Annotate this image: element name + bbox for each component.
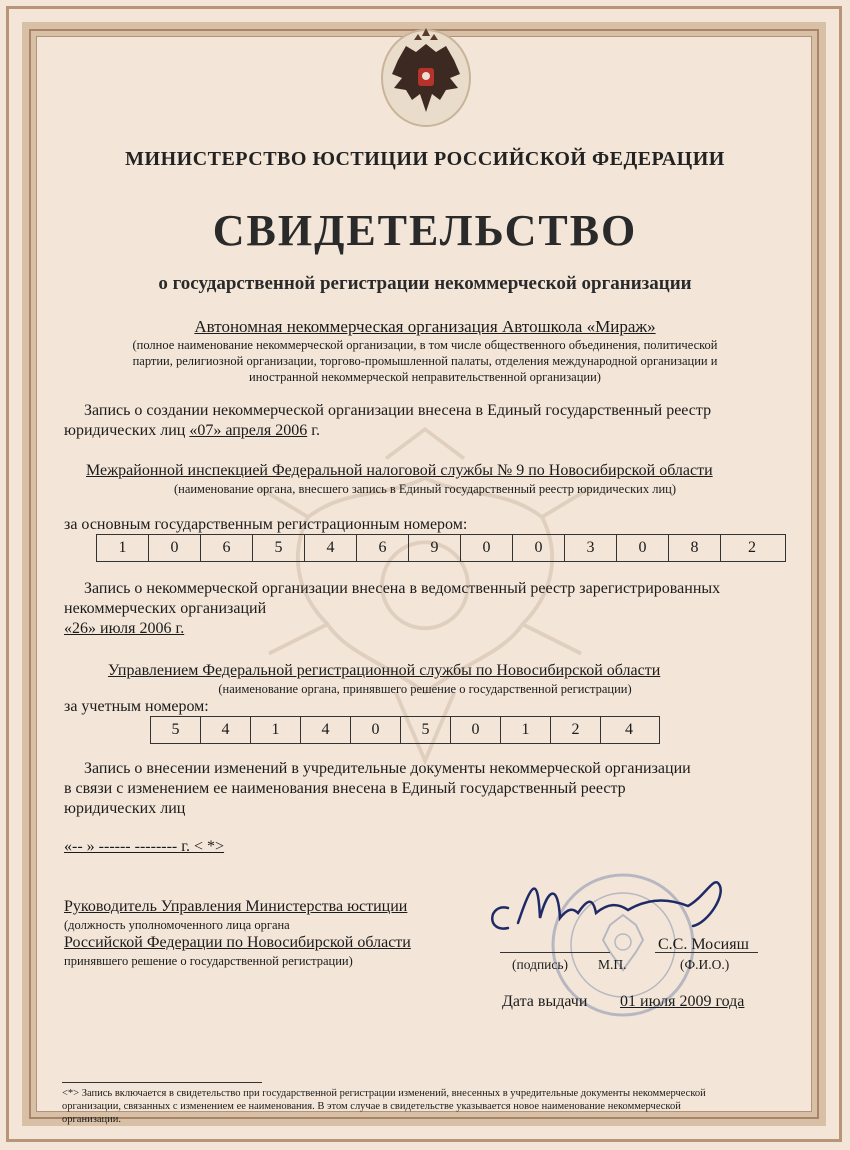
registry-date: «26» июля 2006 г. <box>64 620 185 637</box>
ogrn-digit: 1 <box>97 535 149 561</box>
document-title: СВИДЕТЕЛЬСТВО <box>212 206 638 255</box>
ogrn-digit: 3 <box>565 535 617 561</box>
footnote-line: <*> Запись включается в свидетельство при государственной регистрации изменений, внесенных в учредительные документы некоммерческой <box>62 1088 706 1099</box>
account-digit: 2 <box>551 717 601 743</box>
egrul-text-suffix: г. <box>307 422 320 439</box>
account-number-label: за учетным номером: <box>64 698 209 715</box>
ogrn-digit: 0 <box>513 535 565 561</box>
document-subtitle: о государственной регистрации некоммерческой организации <box>158 273 692 294</box>
egrul-text-prefix: юридических лиц <box>64 422 190 439</box>
ogrn-digit: 0 <box>617 535 669 561</box>
organization-note-line: партии, религиозной организации, торгово-промышленной палаты, отделения международной организации и <box>132 354 718 368</box>
account-digit: 0 <box>451 717 501 743</box>
signer-position-note2: принявшего решение о государственной регистрации) <box>64 954 353 968</box>
account-digit: 5 <box>151 717 201 743</box>
account-digit: 4 <box>301 717 351 743</box>
ogrn-digit: 4 <box>305 535 357 561</box>
changes-text-line1: Запись о внесении изменений в учредительные документы некоммерческой организации <box>84 760 691 777</box>
organization-note-line: (полное наименование некоммерческой организации, в том числе общественного объединения, политической <box>132 338 718 352</box>
ogrn-label: за основным государственным регистрационным номером: <box>64 516 468 533</box>
ogrn-digit: 9 <box>409 535 461 561</box>
account-digit: 4 <box>625 721 633 738</box>
footnote-divider <box>62 1082 262 1083</box>
ogrn-digit: 6 <box>201 535 253 561</box>
egrul-authority: Межрайонной инспекцией Федеральной налоговой службы № 9 по Новосибирской области <box>86 462 713 479</box>
ogrn-digit: 6 <box>357 535 409 561</box>
signer-name: С.С. Мосияш <box>658 936 749 953</box>
account-number-boxes <box>150 716 660 744</box>
registry-text-line1: Запись о некоммерческой организации внесена в ведомственный реестр зарегистрированных <box>84 580 721 597</box>
organization-name: Автономная некоммерческая организация Автошкола «Мираж» <box>194 317 656 336</box>
ogrn-digit: 8 <box>669 535 721 561</box>
account-digit: 1 <box>501 717 551 743</box>
account-digit: 1 <box>251 717 301 743</box>
coat-of-arms-icon <box>378 22 474 130</box>
issue-date-label: Дата выдачи <box>502 993 588 1010</box>
registry-authority-note: (наименование органа, принявшего решение о государственной регистрации) <box>218 682 632 696</box>
issue-date: 01 июля 2009 года <box>620 993 745 1010</box>
egrul-text-line1: Запись о создании некоммерческой организации внесена в Единый государственный реестр <box>84 402 712 419</box>
signature-label: (подпись) <box>512 957 569 972</box>
changes-date-placeholder: «-- » ------ -------- г. < *> <box>64 838 225 855</box>
ogrn-digit: 5 <box>253 535 305 561</box>
seal-label: М.П. <box>598 957 627 972</box>
signature-line <box>500 952 610 953</box>
registry-text-line2: некоммерческих организаций <box>64 600 267 617</box>
egrul-text-line2 <box>64 422 320 440</box>
footnote-line: организации, связанных с изменением ее наименования. В этом случае в свидетельстве указывается новое наименование некоммерческой <box>62 1101 681 1112</box>
footnote-line: организации. <box>62 1114 121 1125</box>
signer-position-line2: Российской Федерации по Новосибирской области <box>64 934 411 951</box>
account-digit: 0 <box>351 717 401 743</box>
account-digit: 4 <box>201 717 251 743</box>
changes-text-line3: юридических лиц <box>64 800 186 817</box>
changes-text-line2: в связи с изменением ее наименования внесена в Единый государственный реестр <box>64 780 626 797</box>
organization-note-line: иностранной некоммерческой неправительственной организации) <box>249 370 601 384</box>
ogrn-digit: 2 <box>748 539 756 556</box>
egrul-authority-note: (наименование органа, внесшего запись в Единый государственный реестр юридических лиц) <box>173 482 677 496</box>
signer-position-line1: Руководитель Управления Министерства юстиции <box>64 898 408 915</box>
ogrn-digit: 0 <box>149 535 201 561</box>
ogrn-digit: 0 <box>461 535 513 561</box>
registry-authority: Управлением Федеральной регистрационной службы по Новосибирской области <box>108 662 661 679</box>
ogrn-number-boxes <box>96 534 786 562</box>
ministry-heading: МИНИСТЕРСТВО ЮСТИЦИИ РОССИЙСКОЙ ФЕДЕРАЦИИ <box>125 148 725 170</box>
fio-label: (Ф.И.О.) <box>680 957 730 972</box>
signer-position-note1: (должность уполномоченного лица органа <box>64 918 290 932</box>
account-digit: 5 <box>401 717 451 743</box>
egrul-date: «07» апреля 2006 <box>189 422 308 439</box>
